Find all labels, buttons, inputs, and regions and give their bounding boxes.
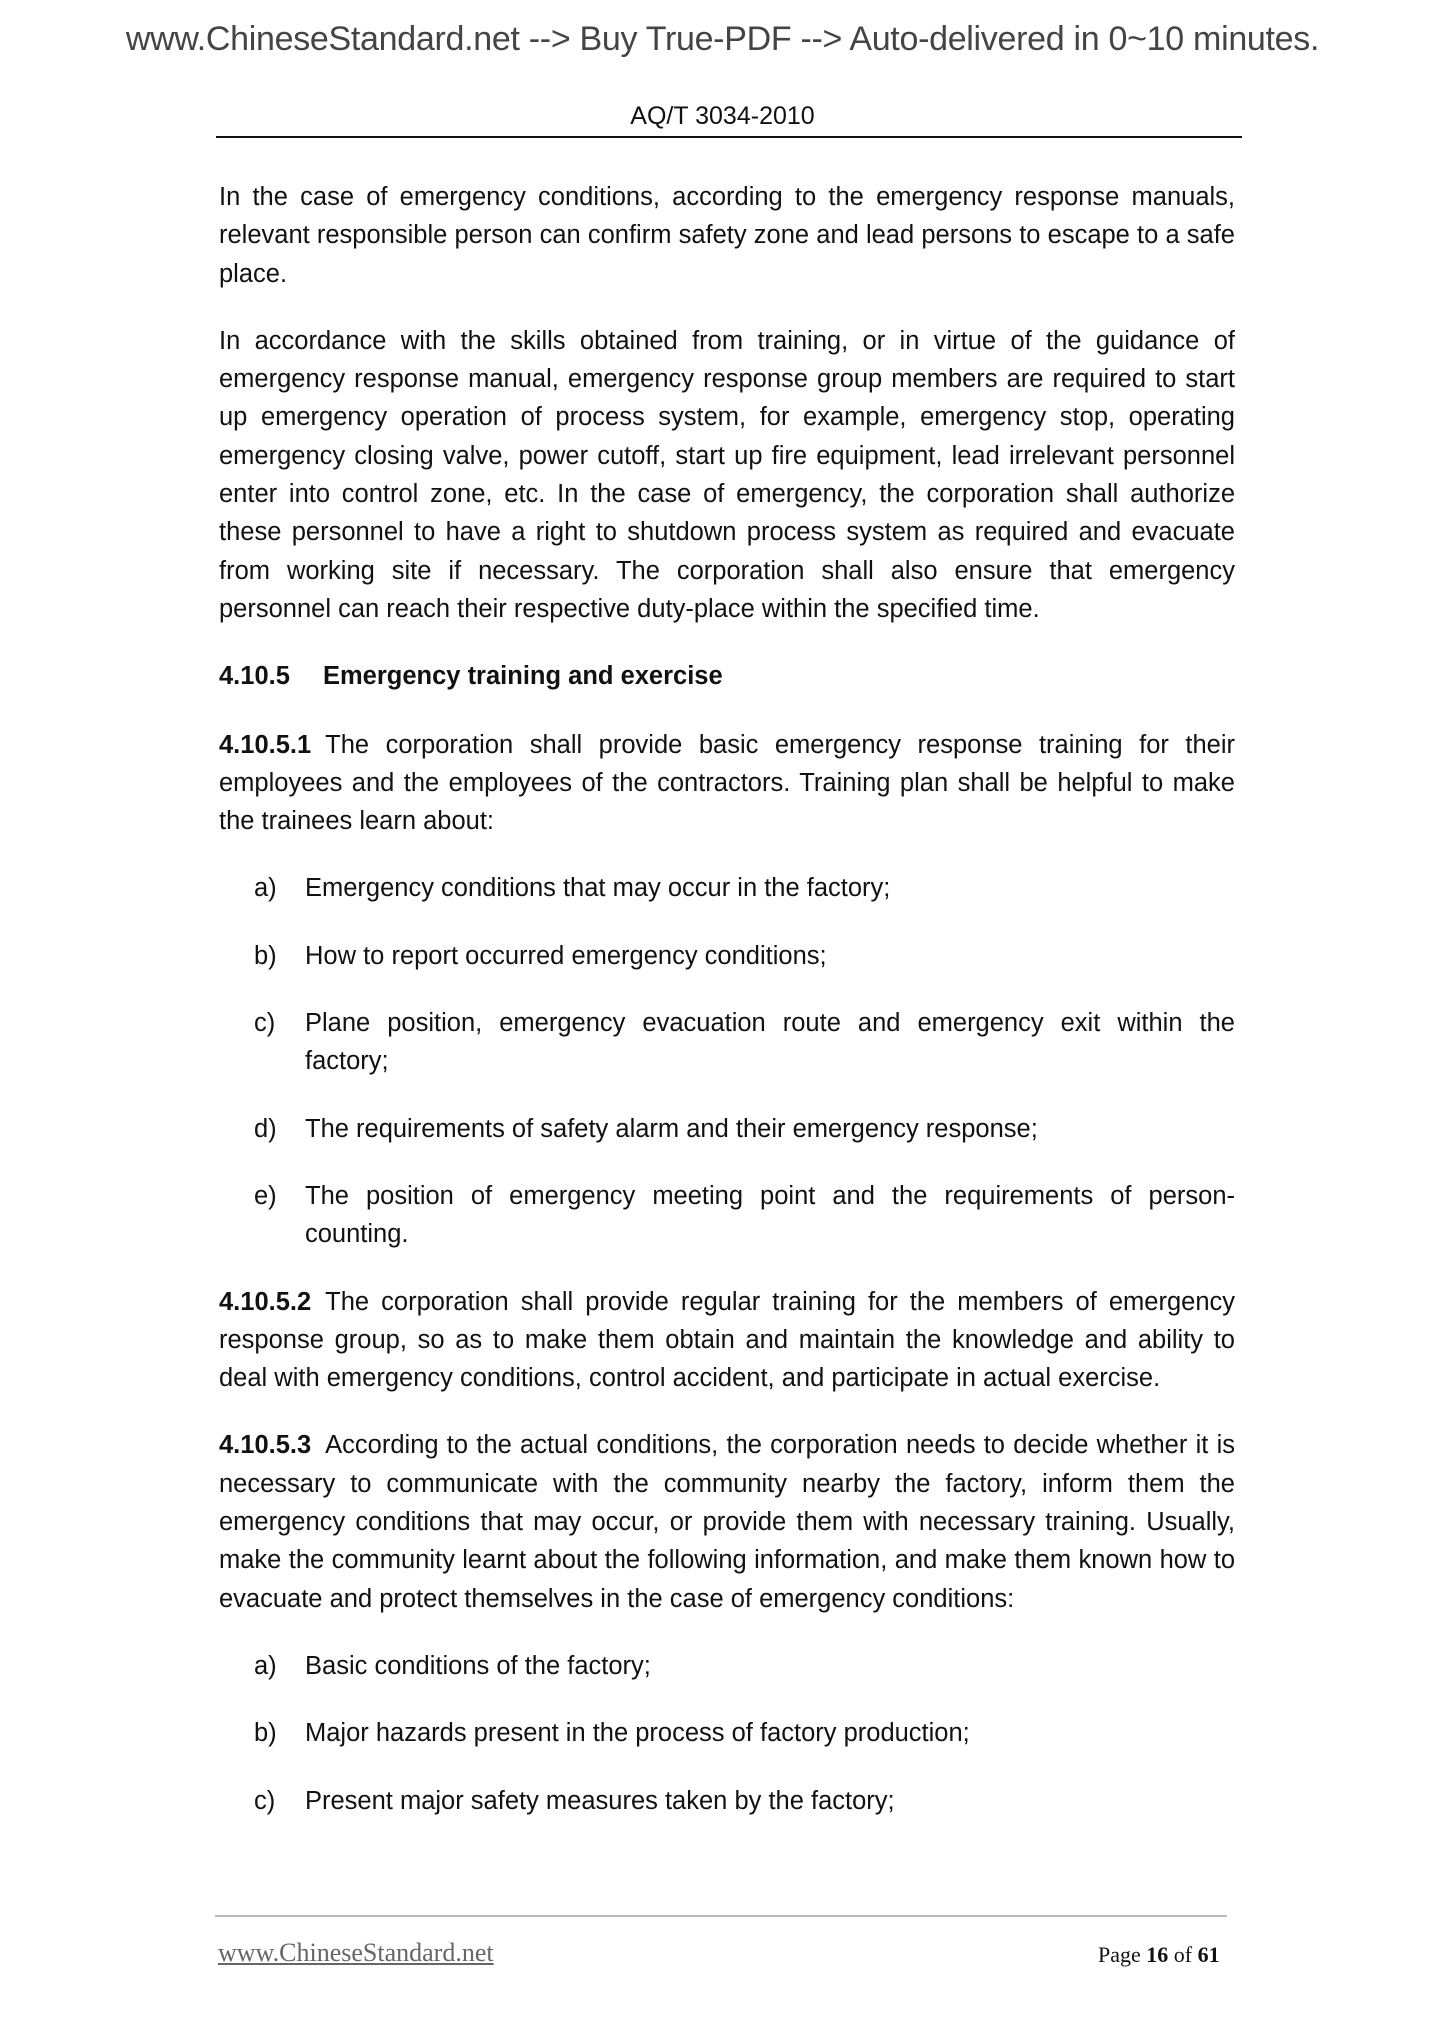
footer-divider (215, 1915, 1227, 1917)
list-item: c) Plane position, emergency evacuation route and emergency exit within the factory; (254, 1009, 1235, 1076)
list-item: b) How to report occurred emergency conditions; (254, 941, 827, 970)
page-number: Page 16 of 61 (1098, 1942, 1220, 1967)
standard-code: AQ/T 3034-2010 (630, 102, 815, 130)
footer-site-link[interactable]: www.ChineseStandard.net (218, 1938, 494, 1967)
community-info-list (219, 1647, 1235, 1820)
clause-number: 4.10.5.3 (219, 1431, 312, 1460)
section-heading (219, 657, 1235, 695)
clause-4-10-5-3 (219, 1426, 1235, 1617)
clause-4-10-5-2 (219, 1283, 1235, 1398)
training-topics-list (219, 869, 1235, 1253)
current-page: 16 (1146, 1942, 1169, 1967)
clause-number: 4.10.5.2 (219, 1287, 312, 1316)
clause-number: 4.10.5.1 (219, 730, 312, 759)
paragraph-2: In accordance with the skills obtained from training, or in virtue of the guidance of emergency response manual, emergency response group members are required to start up emergency operation of process system, for example, emergency stop, operating emergency closing valve, power cutoff, start up fire equipment, lead irrelevant personnel enter into control zone, etc. In the case of emergency, the corporation shall authorize these personnel to have a right to shutdown process system as required and evacuate from working site if necessary. The corporation shall also ensure that emergency personnel can reach their respective duty-place within the specified time. (219, 326, 1235, 623)
list-item: a) Basic conditions of the factory; (254, 1651, 651, 1680)
clause-text: According to the actual conditions, the corporation needs to decide whether it is necessary to communicate with the community nearby the factory, inform them the emergency conditions that may occur, or provide them with necessary training. Usually, make the community learnt about the following information, and make them known how to evacuate and protect themselves in the case of emergency conditions: (219, 1431, 1235, 1613)
list-item: d) The requirements of safety alarm and their emergency response; (254, 1114, 1038, 1143)
document-body (219, 178, 1235, 1849)
clause-text: The corporation shall provide basic emergency response training for their employees and the employees of the contractors. Training plan shall be helpful to make the trainees learn about: (219, 730, 1235, 836)
list-item: a) Emergency conditions that may occur in the factory; (254, 874, 891, 903)
clause-text: The corporation shall provide regular training for the members of emergency response group, so as to make them obtain and maintain the knowledge and ability to deal with emergency conditions, control accident, and participate in actual exercise. (219, 1287, 1235, 1393)
header-divider (216, 136, 1242, 138)
list-item: e) The position of emergency meeting point and the requirements of person-counting. (254, 1181, 1235, 1249)
header-banner: www.ChineseStandard.net --> Buy True-PDF --> Auto-delivered in 0~10 minutes. (125, 20, 1320, 58)
section-number: 4.10.5 (219, 662, 290, 691)
paragraph-1: In the case of emergency conditions, according to the emergency response manuals, relevant responsible person can confirm safety zone and lead persons to escape to a safe place. (219, 183, 1235, 288)
list-item: b) Major hazards present in the process of factory production; (254, 1719, 970, 1748)
section-title: Emergency training and exercise (323, 662, 723, 691)
clause-4-10-5-1 (219, 726, 1235, 841)
list-item: c) Present major safety measures taken by the factory; (254, 1786, 895, 1815)
total-pages: 61 (1197, 1942, 1220, 1967)
